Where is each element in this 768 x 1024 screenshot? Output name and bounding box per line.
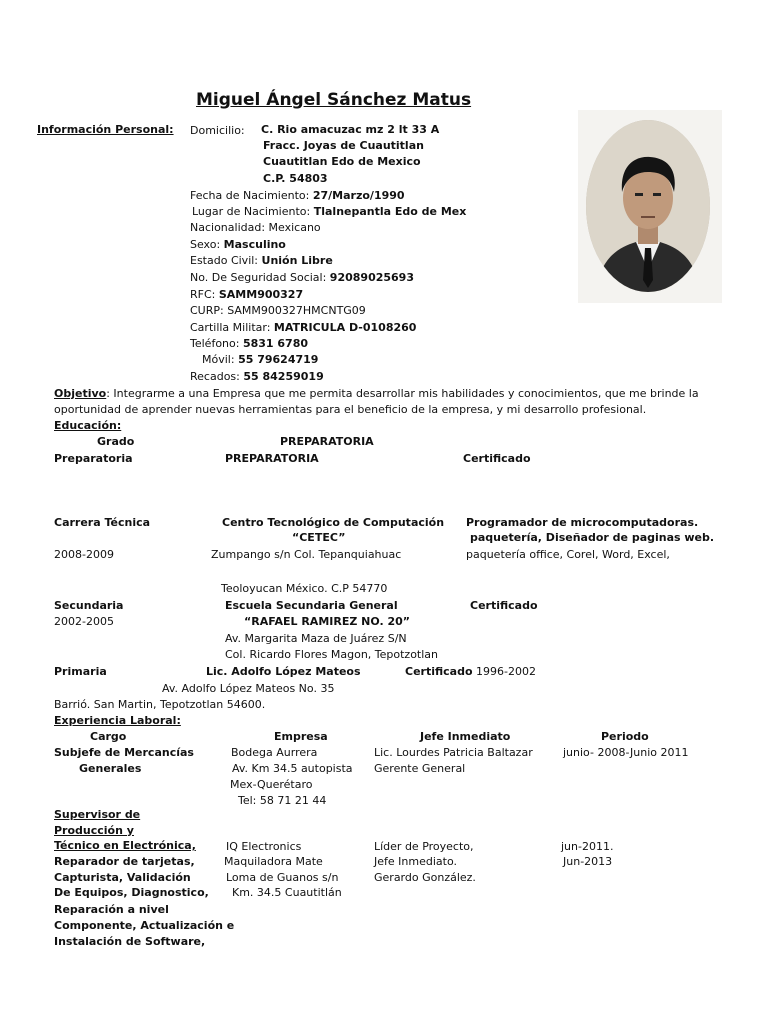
job1-empresa-2: Av. Km 34.5 autopista [232, 762, 353, 775]
domicilio-line-1: C. Rio amacuzac mz 2 lt 33 A [261, 123, 440, 136]
rfc: RFC: SAMM900327 [190, 288, 304, 301]
carrera-titulo-1: Programador de microcomputadoras. [466, 516, 699, 529]
job1-periodo: junio- 2008-Junio 2011 [563, 746, 689, 759]
profile-photo [578, 110, 722, 303]
prepa-escuela: PREPARATORIA [225, 452, 319, 465]
col-periodo: Periodo [601, 730, 649, 743]
secundaria-doc: Certificado [470, 599, 538, 612]
primaria-escuela: Lic. Adolfo López Mateos [206, 665, 361, 678]
sexo: Sexo: Masculino [190, 238, 286, 251]
primaria-dir-1: Av. Adolfo López Mateos No. 35 [162, 682, 335, 695]
carrera-grado: Carrera Técnica [54, 516, 151, 529]
prepa-grado: Preparatoria [54, 452, 133, 465]
col-jefe: Jefe Inmediato [420, 730, 511, 743]
job1-cargo-2: Generales [79, 762, 142, 775]
estado-civil: Estado Civil: Unión Libre [190, 254, 333, 267]
cartilla-militar: Cartilla Militar: MATRICULA D-0108260 [190, 321, 417, 334]
domicilio-line-3: Cuautitlan Edo de Mexico [263, 155, 421, 168]
carrera-dir-2: Teoloyucan México. C.P 54770 [221, 582, 388, 595]
secundaria-dir-2: Col. Ricardo Flores Magon, Tepotzotlan [225, 648, 439, 661]
job2-cargo-2: Capturista, Validación [54, 871, 191, 884]
personal-info-heading: Información Personal: [37, 123, 174, 136]
secundaria-escuela-1: Escuela Secundaria General [225, 599, 398, 612]
job2-cargo-u-1: Supervisor de [54, 808, 141, 821]
job2-cargo-1: Reparador de tarjetas, [54, 855, 195, 868]
col-empresa: Empresa [274, 730, 328, 743]
carrera-anios: 2008-2009 [54, 548, 114, 561]
carrera-dir-1: Zumpango s/n Col. Tepanquiahuac [211, 548, 402, 561]
resume-name: Miguel Ángel Sánchez Matus [196, 90, 472, 110]
carrera-escuela-2: “CETEC” [292, 531, 346, 544]
job2-jefe-3: Gerardo González. [374, 871, 476, 884]
col-grado: Grado [97, 435, 135, 448]
fecha-nacimiento: Fecha de Nacimiento: 27/Marzo/1990 [190, 189, 405, 202]
job1-empresa-3: Mex-Querétaro [230, 778, 313, 791]
carrera-escuela-1: Centro Tecnológico de Computación [222, 516, 445, 529]
job2-empresa-1: IQ Electronics [226, 840, 302, 853]
job1-empresa-1: Bodega Aurrera [231, 746, 318, 759]
lugar-nacimiento: Lugar de Nacimiento: Tlalnepantla Edo de Mex [192, 205, 467, 218]
secundaria-escuela-2: “RAFAEL RAMIREZ NO. 20” [244, 615, 411, 628]
experiencia-heading: Experiencia Laboral: [54, 714, 181, 727]
job1-empresa-4: Tel: 58 71 21 44 [238, 794, 327, 807]
seguridad-social: No. De Seguridad Social: 92089025693 [190, 271, 414, 284]
secundaria-anios: 2002-2005 [54, 615, 114, 628]
movil: Móvil: 55 79624719 [202, 353, 319, 366]
carrera-titulo-2: paquetería, Diseñador de paginas web. [470, 531, 715, 544]
job2-jefe-1: Líder de Proyecto, [374, 840, 474, 853]
job2-cargo-6: Instalación de Software, [54, 935, 206, 948]
primaria-dir-2: Barrió. San Martin, Tepotzotlan 54600. [54, 698, 266, 711]
job2-cargo-u-2: Producción y [54, 824, 134, 837]
educacion-heading: Educación: [54, 419, 122, 432]
job2-empresa-4: Km. 34.5 Cuautitlán [232, 886, 342, 899]
col-cargo: Cargo [90, 730, 127, 743]
job2-empresa-3: Loma de Guanos s/n [226, 871, 339, 884]
objetivo: Objetivo: Integrarme a una Empresa que me permita desarrollar mis habilidades y conocimientos, que me brinde la oportunidad de aprender nuevas herramientas para el beneficio de la empresa, y mi desarrollo profesional. [54, 387, 699, 416]
col-preparatoria: PREPARATORIA [280, 435, 374, 448]
telefono: Teléfono: 5831 6780 [190, 337, 309, 350]
primaria-grado: Primaria [54, 665, 107, 678]
job2-cargo-3: De Equipos, Diagnostico, [54, 886, 209, 899]
domicilio-label: Domicilio: [190, 124, 245, 137]
job1-cargo-1: Subjefe de Mercancías [54, 746, 194, 759]
domicilio-line-4: C.P. 54803 [263, 172, 328, 185]
job2-periodo-2: Jun-2013 [563, 855, 613, 868]
recados: Recados: 55 84259019 [190, 370, 324, 383]
curp: CURP: SAMM900327HMCNTG09 [190, 304, 366, 317]
secundaria-grado: Secundaria [54, 599, 124, 612]
primaria-doc-anios: Certificado 1996-2002 [405, 665, 536, 678]
job2-cargo-4: Reparación a nivel [54, 903, 169, 916]
job2-periodo-1: jun-2011. [561, 840, 614, 853]
carrera-extra: paquetería office, Corel, Word, Excel, [466, 548, 670, 561]
job2-jefe-2: Jefe Inmediato. [374, 855, 457, 868]
job2-cargo-5: Componente, Actualización e [54, 919, 235, 932]
prepa-doc: Certificado [463, 452, 531, 465]
secundaria-dir-1: Av. Margarita Maza de Juárez S/N [225, 632, 407, 645]
job1-jefe-2: Gerente General [374, 762, 466, 775]
job2-cargo-u-3: Técnico en Electrónica, [54, 839, 196, 852]
job2-empresa-2: Maquiladora Mate [224, 855, 323, 868]
domicilio-line-2: Fracc. Joyas de Cuautitlan [263, 139, 424, 152]
nacionalidad: Nacionalidad: Mexicano [190, 221, 321, 234]
job1-jefe-1: Lic. Lourdes Patricia Baltazar [374, 746, 533, 759]
